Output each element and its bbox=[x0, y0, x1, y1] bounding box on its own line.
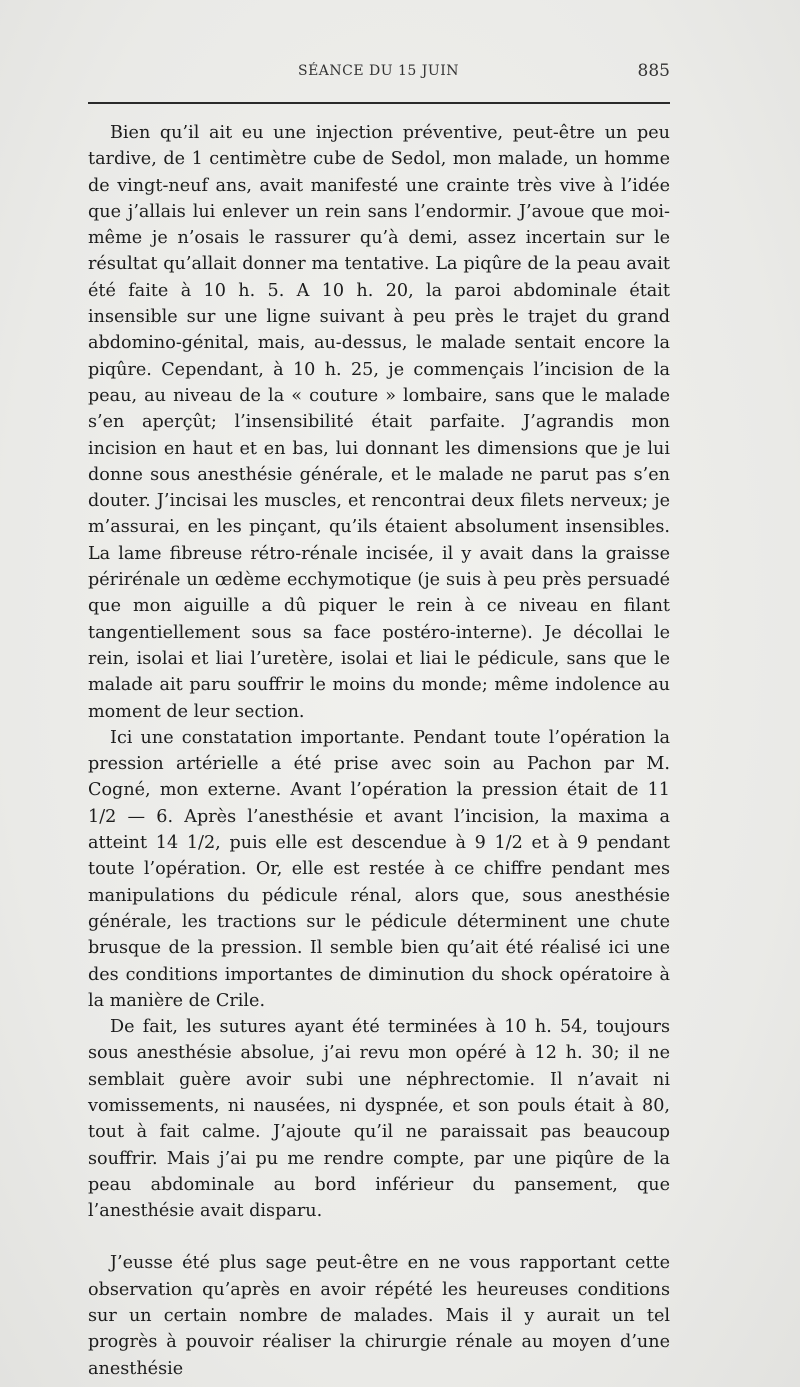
body-text bbox=[88, 120, 670, 1382]
page-number: 885 bbox=[637, 61, 670, 81]
paragraph-aftermath: De fait, les sutures ayant été terminées à 10 h. 54, toujours sous anesthésie absolue, j’ai revu mon opéré à 12 h. 30; il ne semblait guère avoir subi une néphrectomie. Il n’avait ni vomissements, ni nausées, ni dyspnée, et son pouls était à 80, tout à fait calme. J’ajoute qu’il ne paraissait pas beaucoup souffrir. Mais j’ai pu me rendre compte, par une piqûre de la peau abdominale au bord inférieur du pansement, que l’anesthésie avait disparu. bbox=[88, 1017, 670, 1222]
paragraph-blood-pressure: Ici une constatation importante. Pendant toute l’opération la pression artérielle a été prise avec soin au Pachon par M. Cogné, mon externe. Avant l’opération la pression était de 11 1/2 — 6. Après l’anesthésie et avant l’incision, la maxima a atteint 14 1/2, puis elle est descendue à 9 1/2 et à 9 pendant toute l’opération. Or, elle est restée à ce chiffre pendant mes manipulations du pédicule rénal, alors que, sous anesthésie générale, les tractions sur le pédicule déterminent une chute brusque de la pression. Il semble bien qu’ait été réalisé ici une des conditions importantes de diminution du shock opératoire à la manière de Crile. bbox=[88, 727, 670, 1011]
paragraph-conclusion: J’eusse été plus sage peut-être en ne vous rapportant cette observation qu’après en avoir répété les heureuses conditions sur un certain nombre de malades. Mais il y aurait un tel progrès à pouvoir réaliser la chirurgie rénale au moyen d’une anesthésie bbox=[88, 1253, 670, 1379]
paragraph-operation: Bien qu’il ait eu une injection préventive, peut-être un peu tardive, de 1 centimètre cube de Sedol, mon malade, un homme de vingt-neuf ans, avait manifesté une crainte très vive à l’idée que j’allais lui enlever un rein sans l’endormir. J’avoue que moi-même je n’osais le rassurer qu’à demi, assez incertain sur le résultat qu’allait donner ma tentative. La piqûre de la peau avait été faite à 10 h. 5. A 10 h. 20, la paroi abdominale était insensible sur une ligne suivant à peu près le trajet du grand abdomino-génital, mais, au-dessus, le malade sentait encore la piqûre. Cependant, à 10 h. 25, je commençais l’incision de la peau, au niveau de la « couture » lombaire, sans que le malade s’en aperçût; l’insensibilité était parfaite. J’agrandis mon incision en haut et en bas, lui donnant les dimensions que je lui donne sous anesthésie générale, et le malade ne parut pas s’en douter. J’incisai les muscles, et rencontrai deux filets nerveux; je m’assurai, en les pinçant, qu’ils étaient absolument insensibles. La lame fibreuse rétro-rénale incisée, il y avait dans la graisse périrénale un œdème ecchymotique (je suis à peu près persuadé que mon aiguille a dû piquer le rein à ce niveau en filant tangentiellement sous sa face postéro-interne). Je décollai le rein, isolai et liai l’uretère, isolai et liai le pédicule, sans que le malade ait paru souffrir le moins du monde; même indolence au moment de leur section. bbox=[88, 123, 670, 722]
running-title: SÉANCE DU 15 JUIN bbox=[298, 63, 459, 79]
header-rule bbox=[88, 102, 670, 104]
page-header bbox=[88, 63, 670, 85]
